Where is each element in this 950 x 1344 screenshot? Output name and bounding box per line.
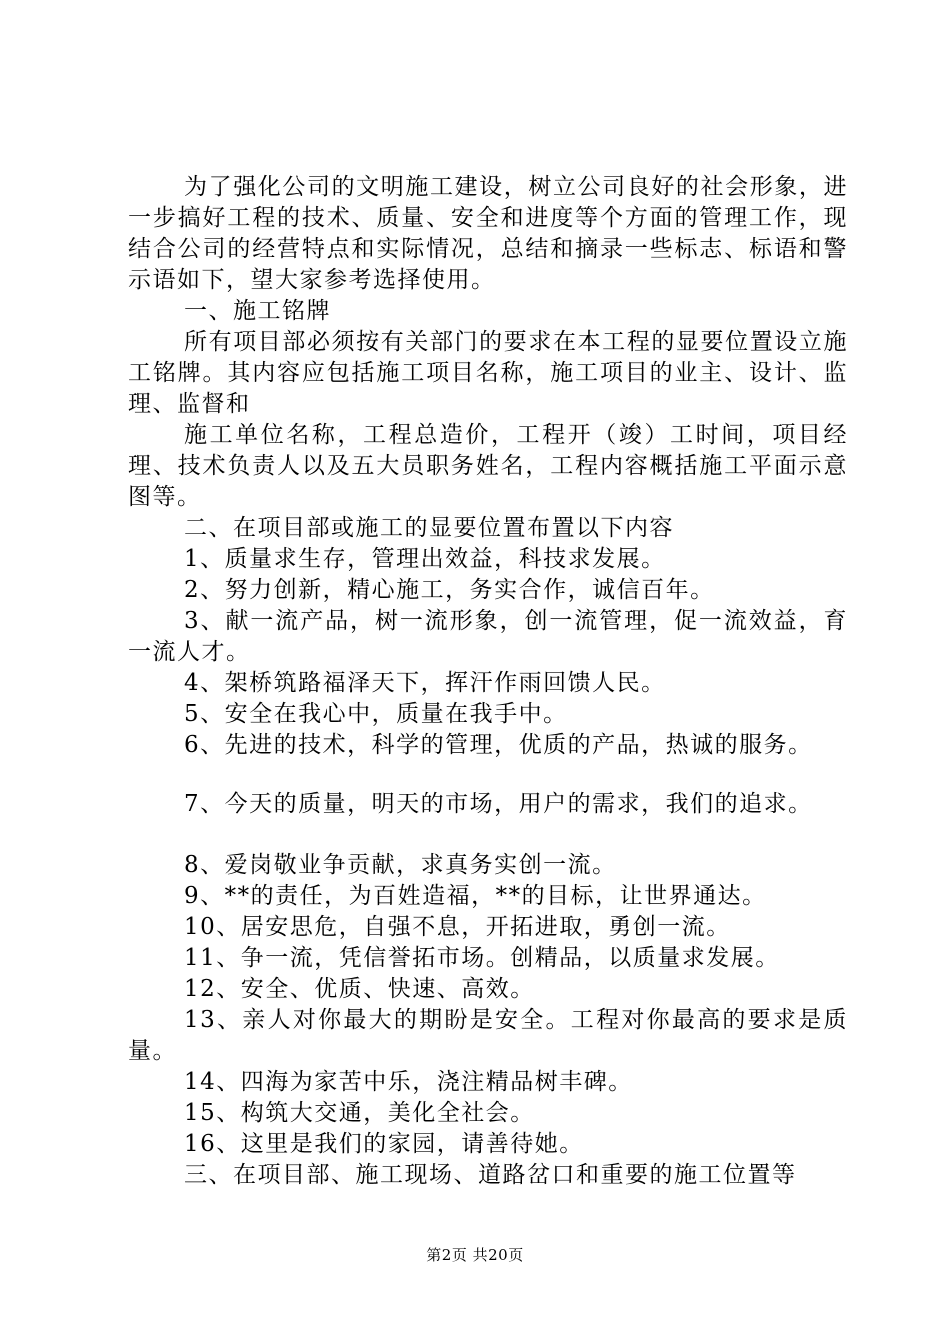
slogan-item: 15、构筑大交通，美化全社会。 [184,1100,535,1126]
paragraph: 施工单位名称，工程总造价，工程开（竣）工时间，项目经理、技术负责人以及五大员职务姓名，工程内容概括施工平面示意图等。 [128,422,848,510]
slogan-item: 11、争一流，凭信誉拓市场。创精品，以质量求发展。 [184,945,780,971]
slogan-item: 12、安全、优质、快速、高效。 [184,976,535,1002]
slogan-item: 16、这里是我们的家园，请善待她。 [184,1131,584,1157]
intro-paragraph: 为了强化公司的文明施工建设，树立公司良好的社会形象，进一步搞好工程的技术、质量、安全和进度等个方面的管理工作，现结合公司的经营特点和实际情况，总结和摘录一些标志、标语和警示语如下，望大家参考选择使用。 [128,174,848,293]
slogan-item: 14、四海为家苦中乐，浇注精品树丰碑。 [184,1069,633,1095]
paragraph: 所有项目部必须按有关部门的要求在本工程的显要位置设立施工铭牌。其内容应包括施工项目名称，施工项目的业主、设计、监理、监督和 [128,329,848,417]
slogan-item: 8、爱岗敬业争贡献，求真务实创一流。 [184,852,617,878]
slogan-item: 6、先进的技术，科学的管理，优质的产品，热诚的服务。 [184,732,813,758]
slogan-item: 1、质量求生存，管理出效益，科技求发展。 [184,546,666,572]
slogan-item: 13、亲人对你最大的期盼是安全。工程对你最高的要求是质量。 [128,1007,848,1064]
slogan-item: 4、架桥筑路福泽天下，挥汗作雨回馈人民。 [184,670,666,696]
section-heading-3: 三、在项目部、施工现场、道路岔口和重要的施工位置等 [184,1162,797,1188]
slogan-item: 5、安全在我心中，质量在我手中。 [184,701,568,727]
section-heading-2: 二、在项目部或施工的显要位置布置以下内容 [184,515,674,541]
slogan-item: 9、**的责任，为百姓造福，**的目标，让世界通达。 [184,883,767,909]
section-heading-1: 一、施工铭牌 [184,298,331,324]
page-number-footer: 第2页 共20页 [426,1246,524,1264]
document-body [128,172,848,1191]
slogan-item: 2、努力创新，精心施工，务实合作，诚信百年。 [184,577,715,603]
slogan-item: 3、献一流产品，树一流形象，创一流管理，促一流效益，育一流人才。 [128,608,848,665]
slogan-item: 10、居安思危，自强不息，开拓进取，勇创一流。 [184,914,731,940]
slogan-item: 7、今天的质量，明天的市场，用户的需求，我们的追求。 [184,791,813,817]
